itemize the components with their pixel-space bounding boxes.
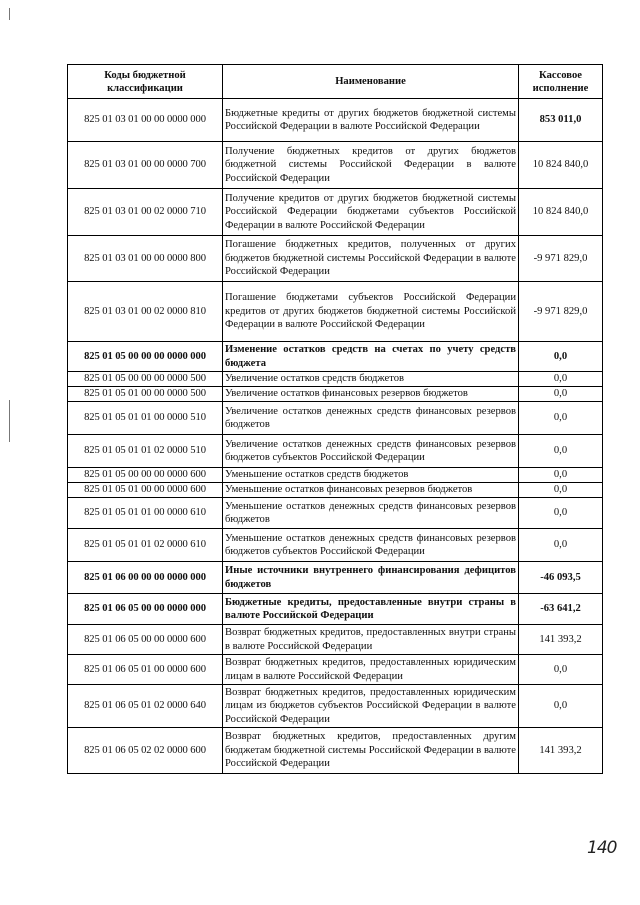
cash-execution-value-cell: 10 824 840,0 <box>519 142 603 189</box>
cash-execution-value-cell: 0,0 <box>519 655 603 685</box>
table-row <box>68 625 603 655</box>
item-name-cell: Увеличение остатков финансовых резервов бюджетов <box>223 387 519 402</box>
item-name-cell: Возврат бюджетных кредитов, предоставленных другим бюджетам бюджетной системы Российской Федерации в валюте Российской Федерации <box>223 728 519 774</box>
cash-execution-value-cell: 0,0 <box>519 402 603 435</box>
budget-code-cell: 825 01 05 01 01 00 0000 610 <box>68 498 223 529</box>
item-name-cell: Уменьшение остатков денежных средств финансовых резервов бюджетов субъектов Российской Федерации <box>223 529 519 562</box>
table-row <box>68 655 603 685</box>
table-row <box>68 189 603 236</box>
table-row <box>68 594 603 625</box>
budget-code-cell: 825 01 05 01 01 02 0000 510 <box>68 435 223 468</box>
item-name-cell: Уменьшение остатков средств бюджетов <box>223 468 519 483</box>
table-body <box>68 99 603 774</box>
page-number: 140 <box>587 838 617 858</box>
cash-execution-value-cell: 0,0 <box>519 498 603 529</box>
cash-execution-value-cell: 141 393,2 <box>519 728 603 774</box>
table-row <box>68 342 603 372</box>
table-row <box>68 498 603 529</box>
budget-code-cell: 825 01 05 01 01 02 0000 610 <box>68 529 223 562</box>
budget-code-cell: 825 01 05 00 00 00 0000 600 <box>68 468 223 483</box>
table-row <box>68 468 603 483</box>
item-name-cell: Возврат бюджетных кредитов, предоставленных юридическим лицам в валюте Российской Федерации <box>223 655 519 685</box>
header-budget-codes: Коды бюджетной классификации <box>68 65 223 99</box>
budget-code-cell: 825 01 05 01 01 00 0000 510 <box>68 402 223 435</box>
margin-mark-middle <box>9 400 10 442</box>
cash-execution-value-cell: 10 824 840,0 <box>519 189 603 236</box>
budget-code-cell: 825 01 03 01 00 00 0000 000 <box>68 99 223 142</box>
table-row <box>68 372 603 387</box>
item-name-cell: Уменьшение остатков финансовых резервов бюджетов <box>223 483 519 498</box>
item-name-cell: Увеличение остатков средств бюджетов <box>223 372 519 387</box>
item-name-cell: Иные источники внутреннего финансирования дефицитов бюджетов <box>223 562 519 594</box>
budget-code-cell: 825 01 06 05 00 00 0000 000 <box>68 594 223 625</box>
item-name-cell: Получение бюджетных кредитов от других бюджетов бюджетной системы Российской Федерации в валюте Российской Федерации <box>223 142 519 189</box>
cash-execution-value-cell: 0,0 <box>519 685 603 728</box>
budget-sources-table <box>67 64 603 774</box>
table-row <box>68 435 603 468</box>
cash-execution-value-cell: 0,0 <box>519 372 603 387</box>
table-row <box>68 685 603 728</box>
table-row <box>68 402 603 435</box>
cash-execution-value-cell: 141 393,2 <box>519 625 603 655</box>
item-name-cell: Возврат бюджетных кредитов, предоставленных юридическим лицам из бюджетов субъектов Российской Федерации в валюте Российской Федерации <box>223 685 519 728</box>
table-row <box>68 387 603 402</box>
item-name-cell: Погашение бюджетами субъектов Российской Федерации кредитов от других бюджетов бюджетной системы Российской Федерации в валюте Российской Федерации <box>223 282 519 342</box>
budget-code-cell: 825 01 03 01 00 02 0000 810 <box>68 282 223 342</box>
item-name-cell: Получение кредитов от других бюджетов бюджетной системы Российской Федерации бюджетами субъектов Российской Федерации в валюте Российской Федерации <box>223 189 519 236</box>
item-name-cell: Изменение остатков средств на счетах по учету средств бюджета <box>223 342 519 372</box>
cash-execution-value-cell: -9 971 829,0 <box>519 282 603 342</box>
budget-code-cell: 825 01 05 01 00 00 0000 600 <box>68 483 223 498</box>
cash-execution-value-cell: -46 093,5 <box>519 562 603 594</box>
item-name-cell: Бюджетные кредиты от других бюджетов бюджетной системы Российской Федерации в валюте Российской Федерации <box>223 99 519 142</box>
table-row <box>68 562 603 594</box>
item-name-cell: Уменьшение остатков денежных средств финансовых резервов бюджетов <box>223 498 519 529</box>
budget-code-cell: 825 01 06 05 01 02 0000 640 <box>68 685 223 728</box>
table-row <box>68 728 603 774</box>
table-row <box>68 483 603 498</box>
header-name: Наименование <box>223 65 519 99</box>
budget-code-cell: 825 01 06 05 00 00 0000 600 <box>68 625 223 655</box>
budget-code-cell: 825 01 03 01 00 02 0000 710 <box>68 189 223 236</box>
item-name-cell: Погашение бюджетных кредитов, полученных от других бюджетов бюджетной системы Российской Федерации в валюте Российской Федерации <box>223 236 519 282</box>
cash-execution-value-cell: 0,0 <box>519 529 603 562</box>
budget-code-cell: 825 01 03 01 00 00 0000 800 <box>68 236 223 282</box>
table-row <box>68 142 603 189</box>
item-name-cell: Возврат бюджетных кредитов, предоставленных внутри страны в валюте Российской Федерации <box>223 625 519 655</box>
budget-code-cell: 825 01 05 00 00 00 0000 500 <box>68 372 223 387</box>
item-name-cell: Увеличение остатков денежных средств финансовых резервов бюджетов <box>223 402 519 435</box>
cash-execution-value-cell: 0,0 <box>519 468 603 483</box>
table-row <box>68 236 603 282</box>
budget-code-cell: 825 01 05 00 00 00 0000 000 <box>68 342 223 372</box>
table-row <box>68 529 603 562</box>
budget-code-cell: 825 01 03 01 00 00 0000 700 <box>68 142 223 189</box>
budget-code-cell: 825 01 06 05 02 02 0000 600 <box>68 728 223 774</box>
margin-mark-top <box>9 8 10 20</box>
item-name-cell: Бюджетные кредиты, предоставленные внутри страны в валюте Российской Федерации <box>223 594 519 625</box>
budget-code-cell: 825 01 06 05 01 00 0000 600 <box>68 655 223 685</box>
budget-code-cell: 825 01 06 00 00 00 0000 000 <box>68 562 223 594</box>
table-header-row <box>68 65 603 99</box>
cash-execution-value-cell: -9 971 829,0 <box>519 236 603 282</box>
budget-code-cell: 825 01 05 01 00 00 0000 500 <box>68 387 223 402</box>
item-name-cell: Увеличение остатков денежных средств финансовых резервов бюджетов субъектов Российской Федерации <box>223 435 519 468</box>
cash-execution-value-cell: 853 011,0 <box>519 99 603 142</box>
header-cash-execution: Кассовое исполнение <box>519 65 603 99</box>
cash-execution-value-cell: 0,0 <box>519 387 603 402</box>
cash-execution-value-cell: 0,0 <box>519 435 603 468</box>
cash-execution-value-cell: 0,0 <box>519 483 603 498</box>
cash-execution-value-cell: -63 641,2 <box>519 594 603 625</box>
table-row <box>68 99 603 142</box>
table-row <box>68 282 603 342</box>
cash-execution-value-cell: 0,0 <box>519 342 603 372</box>
